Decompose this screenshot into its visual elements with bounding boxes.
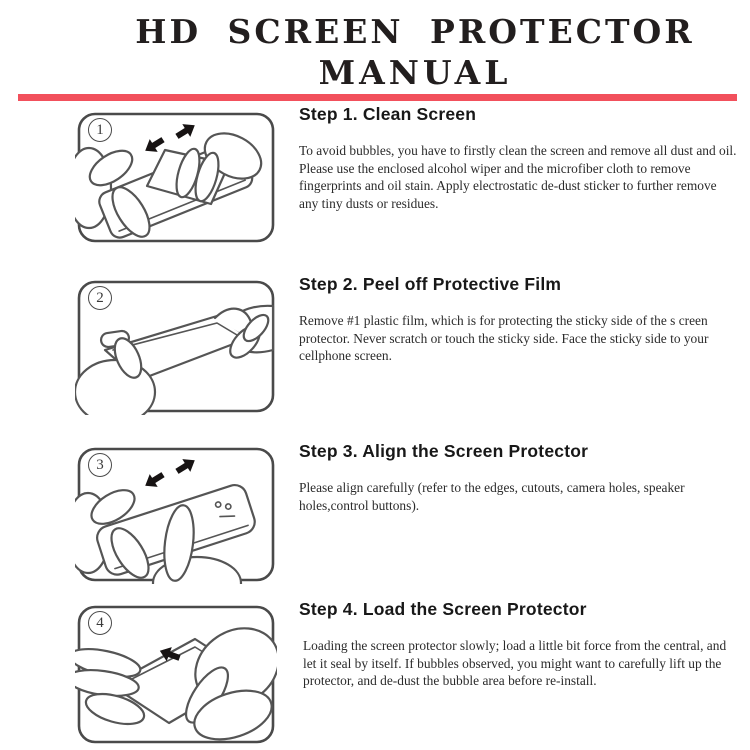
- step-3-number: 3: [96, 456, 104, 473]
- step-1-heading: Step 1. Clean Screen: [299, 104, 477, 124]
- title-divider: [18, 94, 737, 101]
- step-4-illustration: [75, 603, 277, 746]
- step-4-number: 4: [96, 614, 104, 631]
- step-1-illustration: [75, 110, 277, 245]
- step-2-illustration: [75, 278, 277, 415]
- step-4-body: Loading the screen protector slowly; load a little bit force from the central, and let it seal by itself. If bubbles observed, you might want to carefully lift up the protector, and de-dust the bubble area before re-install.: [303, 638, 727, 688]
- title-line-2: MANUAL: [318, 53, 512, 92]
- step-1-number-badge: [88, 118, 112, 142]
- title-line-1: HD SCREEN PROTECTOR: [135, 12, 695, 51]
- step-2-text: [299, 274, 739, 365]
- step-2-number-badge: [88, 286, 112, 310]
- step-3-body: Please align carefully (refer to the edges, cutouts, camera holes, speaker holes,control buttons).: [299, 480, 685, 513]
- step-4-heading: Step 4. Load the Screen Protector: [299, 599, 587, 619]
- step-1-text: [299, 104, 739, 212]
- step-2-number: 2: [96, 289, 104, 306]
- step-3-heading: Step 3. Align the Screen Protector: [299, 441, 589, 461]
- step-2-body: Remove #1 plastic film, which is for protecting the sticky side of the s creen protector. Never scratch or touch the sticky side. Face the sticky side to your cellphone screen.: [299, 313, 709, 363]
- step-1-number: 1: [96, 121, 104, 138]
- step-4-number-badge: [88, 611, 112, 635]
- step-3-illustration: [75, 445, 277, 584]
- step-3-text: [299, 441, 739, 514]
- step-3-number-badge: [88, 453, 112, 477]
- step-4-text: [299, 599, 739, 690]
- step-1-body: To avoid bubbles, you have to firstly clean the screen and remove all dust and oil. Please use the enclosed alcohol wiper and the microfiber cloth to remove fingerprints and oil stain. Apply electrostatic de-dust sticker to further remove any tiny dusts or residues.: [299, 143, 737, 211]
- step-2-heading: Step 2. Peel off Protective Film: [299, 274, 562, 294]
- wipe-direction-arrows-icon: [141, 454, 199, 492]
- manual-title: [0, 12, 750, 93]
